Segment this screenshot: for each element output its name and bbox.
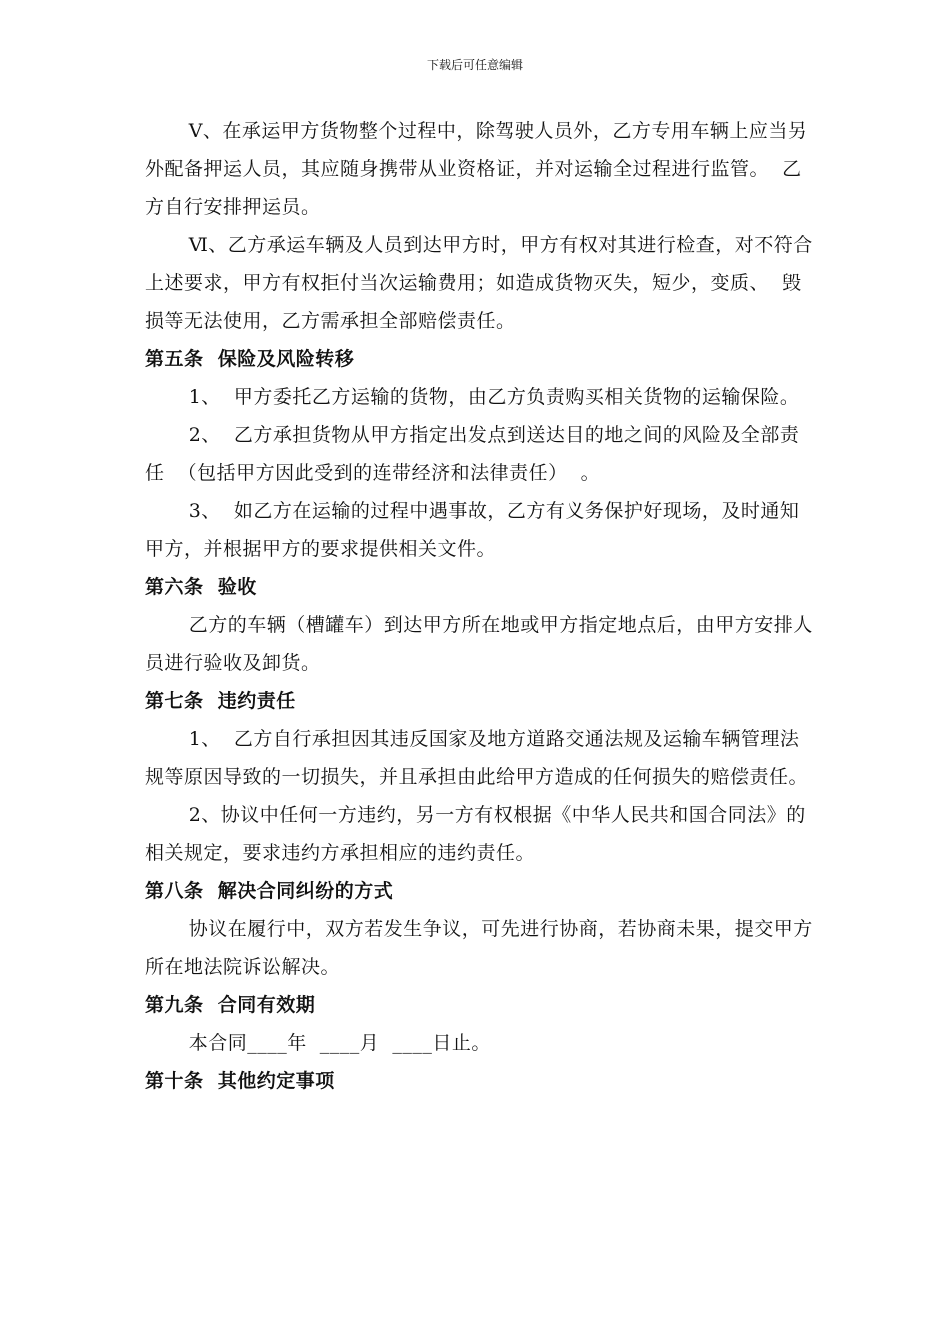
paragraph-liability-1: 1、 乙方自行承担因其违反国家及地方道路交通法规及运输车辆管理法规等原因导致的一切损失，并且承担由此给甲方造成的任何损失的赔偿责任。 — [145, 728, 809, 788]
paragraph-insurance-3: 3、 如乙方在运输的过程中遇事故，乙方有义务保护好现场，及时通知甲方，并根据甲方的要求提供相关文件。 — [145, 500, 800, 560]
section-heading-6: 第六条 验收 — [145, 576, 257, 598]
paragraph-dispute: 协议在履行中，双方若发生争议，可先进行协商，若协商未果，提交甲方所在地法院诉讼解决。 — [145, 918, 813, 978]
section-heading-9: 第九条 合同有效期 — [145, 994, 316, 1016]
section-heading-7: 第七条 违约责任 — [145, 690, 296, 712]
section-heading-10: 第十条 其他约定事项 — [145, 1070, 335, 1092]
paragraph-acceptance: 乙方的车辆（槽罐车）到达甲方所在地或甲方指定地点后，由甲方安排人员进行验收及卸货。 — [145, 614, 813, 674]
section-heading-5: 第五条 保险及风险转移 — [145, 348, 355, 370]
paragraph-term: 本合同____年 ____月 ____日止。 — [188, 1032, 491, 1054]
paragraph-inspection: Ⅵ、乙方承运车辆及人员到达甲方时，甲方有权对其进行检查，对不符合上述要求，甲方有权拒付当次运输费用；如造成货物灭失，短少，变质、 毁损等无法使用，乙方需承担全部赔偿责任。 — [145, 234, 813, 332]
paragraph-insurance-2: 2、 乙方承担货物从甲方指定出发点到送达目的地之间的风险及全部责任 （包括甲方因此受到的连带经济和法律责任） 。 — [145, 424, 800, 484]
page-header: 下载后可任意编辑 — [426, 58, 523, 72]
paragraph-liability-2: 2、协议中任何一方违约，另一方有权根据《中华人民共和国合同法》的相关规定，要求违约方承担相应的违约责任。 — [145, 804, 806, 864]
section-heading-8: 第八条 解决合同纠纷的方式 — [145, 880, 394, 902]
paragraph-escort: Ⅴ、在承运甲方货物整个过程中，除驾驶人员外，乙方专用车辆上应当另外配备押运人员，其应随身携带从业资格证，并对运输全过程进行监管。 乙方自行安排押运员。 — [145, 120, 808, 218]
paragraph-insurance-1: 1、 甲方委托乙方运输的货物，由乙方负责购买相关货物的运输保险。 — [188, 386, 800, 408]
document-body — [145, 112, 815, 1100]
